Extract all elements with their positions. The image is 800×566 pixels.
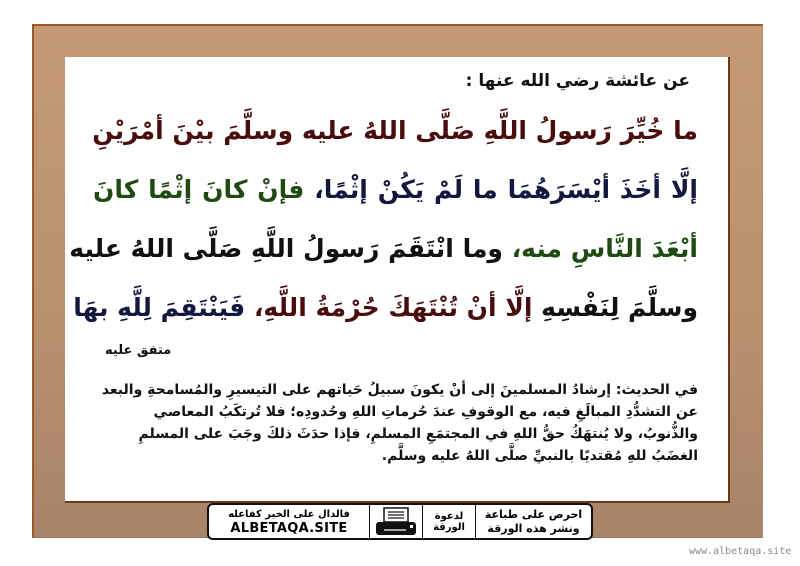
footer-note-line-2: ونشر هذه الورقة	[487, 521, 580, 535]
footer-logo	[422, 505, 476, 538]
watermark-url: www.albetaqa.site	[689, 546, 792, 557]
hadith-segment: أبْعَدَ النَّاسِ منه،	[502, 234, 698, 263]
hadith-segment: ما خُيِّرَ رَسولُ اللَّهِ صَلَّى اللهُ عليه وسلَّمَ بيْنَ أمْرَيْنِ	[92, 116, 698, 145]
hadith-source: متفق عليه	[105, 343, 172, 358]
hadith-segment: إلَّا أخَذَ أيْسَرَهُمَا ما لَمْ يَكُنْ إثْمًا،	[304, 175, 699, 204]
hadith-segment: فإنْ كانَ إثْمًا كانَ	[93, 175, 305, 204]
footer-site-block	[209, 508, 369, 536]
hadith-explanation: في الحديث: إرشادُ المسلمينَ إلى أنْ يكونَ سبيلُ حَياتهم على التيسيرِ والمُسامحةِ والبعد عن التشدُّدِ المبالَغِ فيه، مع الوقوفِ عندَ حُرماتِ اللهِ وحُدودِه؛ فلا تُرتكَبُ المعاصي والذُّنوبُ، ولا يُنتهَكُ حقُّ اللهِ في المجتمَعِ المسلمِ، فإذا حدَثَ ذلكَ وجَبَ على المسلمِ الغضَبُ للهِ مُقتديًا بالنبيِّ صلَّى اللهُ عليه وسلَّم.	[101, 382, 698, 464]
footer-slogan: فالدال على الخير كفاعله	[228, 508, 350, 520]
hadith-line-3	[69, 219, 698, 278]
footer-banner	[207, 503, 593, 540]
hadith-segment: وما انْتَقَمَ رَسولُ اللَّهِ صَلَّى اللهُ عليه	[69, 234, 503, 263]
hadith-segment: فَيَنْتَقِمَ لِلَّهِ بهَا	[73, 293, 246, 322]
footer-note-line-1: احرص على طباعة	[484, 507, 583, 521]
hadith-segment: إلَّا أنْ تُنْتَهَكَ حُرْمَةُ اللَّهِ،	[245, 293, 533, 322]
printer-icon	[369, 505, 422, 538]
logo-line-1: لدعوة	[434, 510, 464, 522]
footer-print-note	[476, 508, 591, 536]
hadith-line-1	[93, 101, 698, 160]
content-card	[65, 57, 730, 503]
logo-line-2: الورقة	[433, 521, 465, 533]
footer-site-name: ALBETAQA.SITE	[230, 520, 348, 536]
hadith-line-4	[73, 278, 698, 337]
hadith-text	[69, 101, 699, 337]
hadith-line-2	[93, 160, 698, 219]
hadith-segment: وسلَّمَ لِنَفْسِهِ	[532, 293, 698, 322]
narrator-intro: عن عائشة رضي الله عنها :	[465, 71, 690, 91]
